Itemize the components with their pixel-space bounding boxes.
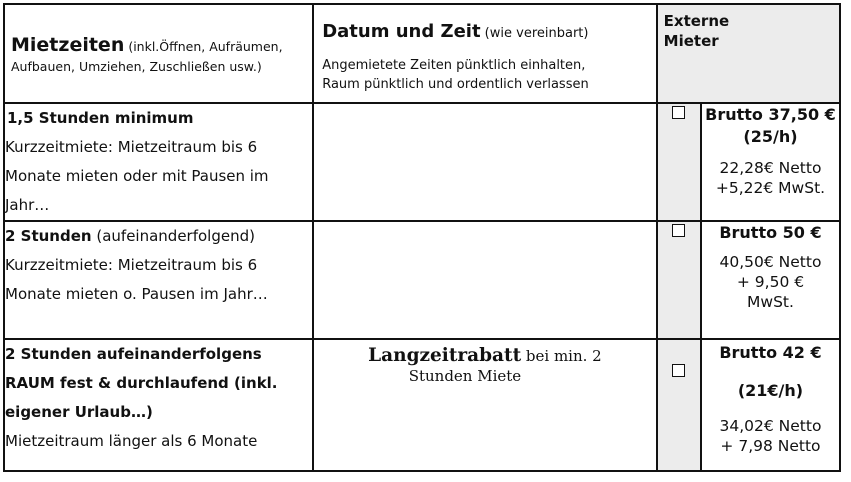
row1-checkbox[interactable] — [672, 106, 685, 119]
row2-mwst-label: MwSt. — [747, 293, 794, 311]
row3-price-cell — [701, 339, 840, 471]
row2-date-cell[interactable] — [313, 221, 656, 339]
row1-description — [4, 103, 313, 221]
header-date-time-sub-b: Raum pünktlich und ordentlich verlassen — [322, 77, 589, 92]
row3-checkbox[interactable] — [672, 364, 685, 377]
header-external-a: Externe — [663, 12, 730, 30]
rental-price-table — [3, 3, 841, 472]
row1-price-cell — [701, 103, 840, 221]
row1-checkbox-cell — [657, 103, 701, 221]
row3-description — [4, 339, 313, 471]
header-rental-times — [4, 4, 313, 103]
header-external-b: Mieter — [663, 32, 719, 50]
row3-title-c: eigener Urlaub…) — [5, 403, 153, 421]
row3-title-b: RAUM fest & durchlaufend (inkl. — [5, 374, 278, 392]
row2-title: 2 Stunden — [5, 227, 92, 245]
row2-title-suffix: (aufeinanderfolgend) — [91, 227, 255, 245]
row1-line-2: Monate mieten oder mit Pausen im — [5, 167, 269, 185]
row3-tax: + 7,98 Netto — [720, 437, 821, 455]
row3-line-1: Mietzeitraum länger als 6 Monate — [5, 432, 258, 450]
header-external-renters — [657, 4, 840, 103]
row1-brutto: Brutto 37,50 € (25/h) — [705, 105, 836, 146]
row3-discount-title: Langzeitrabatt — [368, 345, 522, 366]
row3-title-a: 2 Stunden aufeinanderfolgens — [5, 345, 262, 363]
header-rental-times-note-b: Aufbauen, Umziehen, Zuschließen usw.) — [11, 59, 262, 74]
row3-netto: 34,02€ Netto — [719, 417, 822, 435]
header-date-time-note: (wie vereinbart) — [480, 26, 589, 41]
row2-description — [4, 221, 313, 339]
row1-mwst: +5,22€ MwSt. — [715, 179, 826, 197]
row2-line-2: Monate mieten o. Pausen im Jahr… — [5, 285, 268, 303]
header-rental-times-note-a: (inkl.Öffnen, Aufräumen, — [124, 39, 283, 54]
row-1-5-hours — [4, 103, 840, 221]
row1-line-3: Jahr… — [5, 196, 50, 214]
row-long-term — [4, 339, 840, 471]
row2-brutto: Brutto 50 € — [719, 223, 822, 242]
row3-discount-sub: Stunden Miete — [408, 367, 522, 385]
row1-line-1: Kurzzeitmiete: Mietzeitraum bis 6 — [5, 138, 258, 156]
header-row — [4, 4, 840, 103]
row3-brutto: Brutto 42 € — [719, 343, 822, 362]
header-date-time-title: Datum und Zeit — [322, 21, 481, 42]
header-date-time-sub-a: Angemietete Zeiten pünktlich einhalten, — [322, 58, 586, 73]
row3-hourly: (21€/h) — [737, 381, 804, 400]
row2-checkbox[interactable] — [672, 224, 685, 237]
row1-title: 1,5 Stunden minimum — [7, 109, 194, 127]
row2-netto: 40,50€ Netto — [719, 253, 822, 271]
row3-checkbox-cell — [657, 339, 701, 471]
row3-date-cell[interactable] — [313, 339, 656, 471]
row3-discount-note: bei min. 2 — [521, 347, 602, 365]
header-rental-times-title: Mietzeiten — [11, 34, 125, 56]
row-2-hours — [4, 221, 840, 339]
row2-checkbox-cell — [657, 221, 701, 339]
row1-netto: 22,28€ Netto — [719, 159, 822, 177]
row2-line-1: Kurzzeitmiete: Mietzeitraum bis 6 — [5, 256, 258, 274]
header-date-time — [313, 4, 656, 103]
row2-mwst-amount: + 9,50 € — [736, 273, 805, 291]
row1-date-cell[interactable] — [313, 103, 656, 221]
row2-price-cell — [701, 221, 840, 339]
